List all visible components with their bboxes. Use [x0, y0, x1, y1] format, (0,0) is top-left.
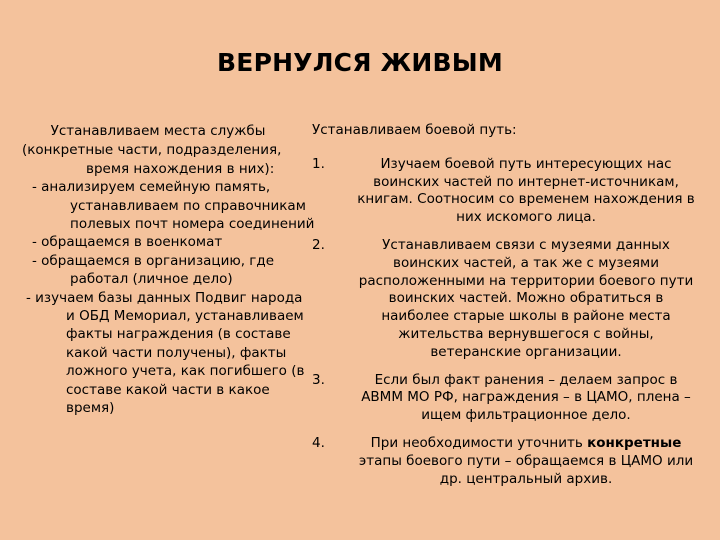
item-line [350, 435, 702, 453]
item-line: Изучаем боевой путь интересующих нас [380, 155, 672, 172]
list-item [312, 372, 702, 425]
item-line-prefix: При необходимости уточнить [370, 434, 588, 451]
right-heading: Устанавливаем боевой путь: [312, 122, 517, 138]
left-line: (конкретные части, подразделения, [22, 142, 282, 159]
item-text [350, 372, 702, 425]
list-item [312, 156, 702, 227]
item-text [350, 156, 702, 227]
list-item [312, 237, 702, 362]
item-line: книгам. Соотносим со временем нахождения в [357, 191, 695, 208]
left-line: работал (личное дело) [70, 271, 233, 288]
item-number: 1. [312, 155, 325, 172]
item-line: Если был факт ранения – делаем запрос в [374, 371, 678, 388]
left-line: составе какой части в какое [66, 381, 270, 398]
item-text [350, 237, 702, 362]
item-line: расположенными на территории боевого пути [358, 272, 694, 289]
item-line: них искомого лица. [456, 209, 596, 226]
item-number: 3. [312, 371, 325, 388]
item-line: др. центральный архив. [439, 470, 613, 487]
left-heading: Устанавливаем места службы [50, 123, 266, 139]
item-line: воинских частей, а так же с музеями [393, 254, 659, 271]
left-line: полевых почт номера соединений [70, 216, 315, 233]
left-line: ложного учета, как погибшего (в [66, 363, 305, 380]
item-text [350, 435, 702, 488]
left-line: время) [66, 400, 115, 417]
item-line: ветеранские организации. [430, 343, 622, 360]
left-line: факты награждения (в составе [66, 326, 291, 343]
left-column [22, 122, 315, 418]
item-line: Устанавливаем связи с музеями данных [382, 236, 670, 253]
item-line: ищем фильтрационное дело. [421, 407, 631, 424]
item-line: наиболее старые школы в районе места [381, 308, 671, 325]
item-line-bold: конкретные [587, 434, 682, 451]
list-item [312, 435, 702, 488]
slide-title: ВЕРНУЛСЯ ЖИВЫМ [217, 48, 503, 77]
left-line: устанавливаем по справочникам [70, 197, 306, 214]
right-column [312, 122, 702, 498]
left-line: - обращаемся в организацию, где [32, 252, 275, 269]
item-line: воинских частей по интернет-источникам, [373, 173, 679, 190]
item-line: воинских частей. Можно обратиться в [388, 290, 664, 307]
left-line: время нахождения в них): [86, 160, 275, 177]
item-line: АВММ МО РФ, награждения – в ЦАМО, плена – [361, 389, 691, 406]
left-line: и ОБД Мемориал, устанавливаем [66, 308, 304, 325]
item-line: этапы боевого пути – обращаемся в ЦАМО или [358, 452, 694, 469]
item-line: жительства вернувшегося с войны, [398, 325, 654, 342]
left-line: какой части получены), факты [66, 344, 287, 361]
left-line: - обращаемся в военкомат [32, 234, 223, 251]
item-number: 4. [312, 434, 325, 451]
left-line: - анализируем семейную память, [32, 179, 271, 196]
item-number: 2. [312, 236, 325, 253]
left-line: - изучаем базы данных Подвиг народа [26, 289, 303, 306]
